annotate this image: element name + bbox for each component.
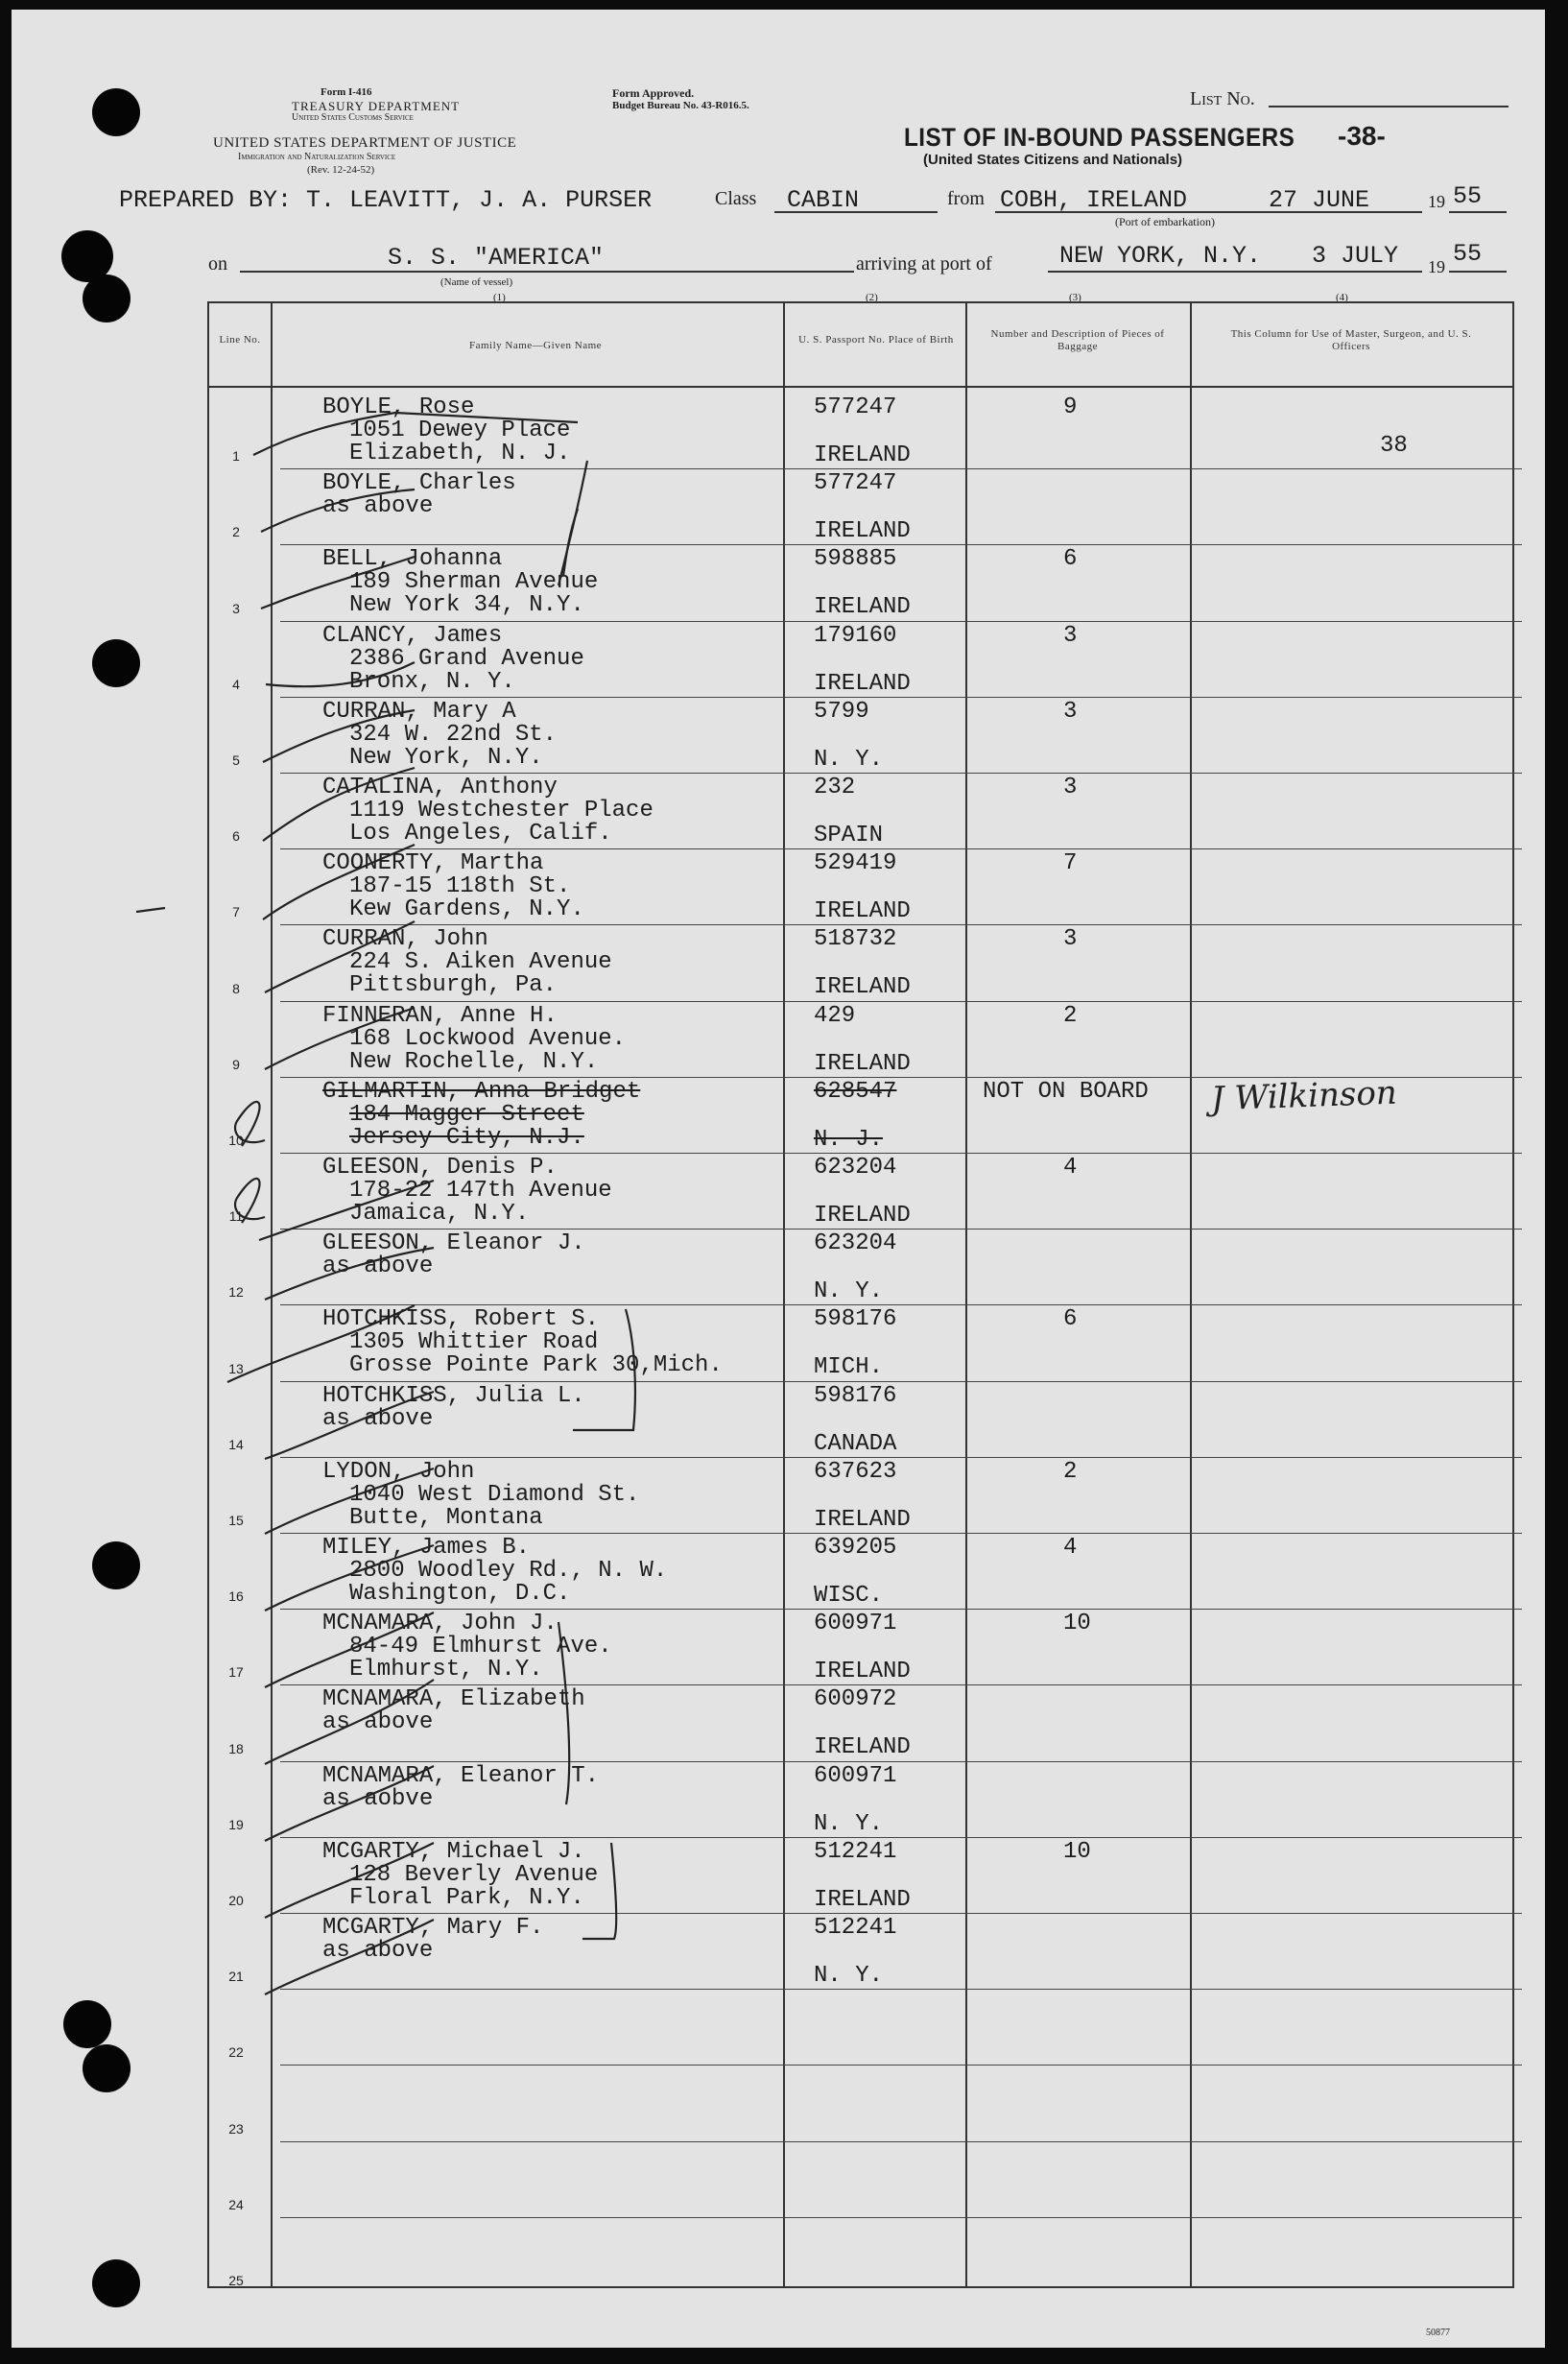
baggage-count: 2 bbox=[1063, 1458, 1078, 1485]
passenger-name: CURRAN, Mary A bbox=[322, 698, 516, 725]
passport-number: 600971 bbox=[814, 1611, 897, 1637]
baggage-count: 3 bbox=[1063, 698, 1078, 725]
line-number: 2 bbox=[232, 524, 240, 540]
passport-number: 598176 bbox=[814, 1306, 897, 1333]
passport-number: 518732 bbox=[814, 926, 897, 953]
line-number: 16 bbox=[228, 1588, 244, 1605]
passport-number: 600972 bbox=[814, 1686, 897, 1713]
passenger-name: CURRAN, John bbox=[322, 926, 488, 953]
table-row bbox=[219, 698, 1522, 774]
place-of-birth: IRELAND bbox=[814, 1506, 911, 1533]
passport-number: 600971 bbox=[814, 1762, 897, 1789]
baggage-count: 10 bbox=[1063, 1838, 1091, 1865]
passport-number: 429 bbox=[814, 1002, 856, 1029]
place-of-birth: IRELAND bbox=[814, 974, 911, 1001]
punch-hole bbox=[92, 639, 140, 687]
passport-number: 232 bbox=[814, 775, 856, 800]
passenger-city: New York 34, N.Y. bbox=[349, 592, 584, 619]
passenger-address: as above bbox=[322, 1709, 434, 1736]
baggage-count: 4 bbox=[1063, 1155, 1078, 1181]
passenger-address: as above bbox=[322, 493, 434, 520]
line-number: 23 bbox=[228, 2120, 244, 2137]
line-number: 5 bbox=[232, 752, 240, 768]
baggage-count: 7 bbox=[1063, 850, 1078, 877]
place-of-birth: CANADA bbox=[814, 1430, 897, 1457]
footer-code: 50877 bbox=[1426, 2328, 1450, 2338]
punch-hole bbox=[83, 275, 131, 322]
line-number: 12 bbox=[228, 1284, 244, 1301]
passport-number: 598176 bbox=[814, 1382, 897, 1409]
passport-number: 512241 bbox=[814, 1915, 897, 1941]
line-number: 17 bbox=[228, 1664, 244, 1681]
passenger-city: Floral Park, N.Y. bbox=[349, 1884, 584, 1911]
passenger-address: as above bbox=[322, 1938, 434, 1964]
place-of-birth: N. Y. bbox=[814, 1963, 884, 1989]
from-label: from bbox=[947, 188, 985, 209]
year-prefix-1: 19 bbox=[1428, 192, 1445, 211]
passenger-city: Elizabeth, N. J. bbox=[349, 441, 571, 466]
passenger-address: 189 Sherman Avenue bbox=[349, 569, 599, 596]
line-number: 10 bbox=[228, 1132, 244, 1148]
place-of-birth: IRELAND bbox=[814, 518, 911, 545]
col4-number: (4) bbox=[1336, 292, 1348, 303]
table-row bbox=[219, 1685, 1522, 1761]
table-row bbox=[219, 394, 1522, 469]
passenger-city: Elmhurst, N.Y. bbox=[349, 1657, 543, 1683]
table-row bbox=[219, 2218, 1522, 2294]
baggage-count: 3 bbox=[1063, 775, 1078, 800]
passport-number: 639205 bbox=[814, 1535, 897, 1561]
baggage-count: 9 bbox=[1063, 394, 1078, 420]
passenger-city: Los Angeles, Calif. bbox=[349, 821, 612, 847]
passenger-name: COONERTY, Martha bbox=[322, 850, 544, 877]
justice-dept: UNITED STATES DEPARTMENT OF JUSTICE bbox=[213, 135, 517, 151]
passenger-city: New York, N.Y. bbox=[349, 744, 543, 771]
class-value: CABIN bbox=[787, 186, 860, 214]
passenger-address: 2386 Grand Avenue bbox=[349, 645, 584, 672]
place-of-birth: N. Y. bbox=[814, 746, 884, 773]
passport-number: 529419 bbox=[814, 850, 897, 877]
table-row bbox=[219, 1458, 1522, 1534]
baggage-count: 6 bbox=[1063, 1306, 1078, 1333]
arriving-label: arriving at port of bbox=[856, 253, 992, 275]
passenger-name: HOTCHKISS, Robert S. bbox=[322, 1306, 600, 1333]
ins-service: Immigration and Naturalization Service bbox=[238, 152, 396, 162]
line-number: 18 bbox=[228, 1740, 244, 1756]
passenger-city: Bronx, N. Y. bbox=[349, 668, 515, 695]
arrival-line bbox=[1048, 271, 1422, 273]
arrival-port: NEW YORK, N.Y. bbox=[1059, 242, 1262, 270]
passport-number: 628547 bbox=[814, 1078, 897, 1105]
from-line bbox=[995, 211, 1422, 213]
line-number: 14 bbox=[228, 1436, 244, 1452]
passport-number: 623204 bbox=[814, 1155, 897, 1181]
from-date: 27 JUNE bbox=[1269, 186, 1370, 214]
punch-hole bbox=[92, 88, 140, 136]
line-number: 22 bbox=[228, 2044, 244, 2061]
line-number: 7 bbox=[232, 904, 240, 920]
place-of-birth: IRELAND bbox=[814, 1659, 911, 1685]
place-of-birth: IRELAND bbox=[814, 898, 911, 925]
baggage-count: 6 bbox=[1063, 546, 1078, 573]
line-number: 8 bbox=[232, 980, 240, 996]
class-label: Class bbox=[715, 188, 757, 209]
header-line-no: Line No. bbox=[219, 334, 261, 346]
col2-number: (2) bbox=[866, 292, 878, 303]
customs-service: United States Customs Service bbox=[292, 112, 414, 123]
on-label: on bbox=[208, 253, 227, 275]
table-row bbox=[219, 1914, 1522, 1990]
passenger-name: MCGARTY, Mary F. bbox=[322, 1915, 544, 1941]
vessel-caption: (Name of vessel) bbox=[440, 276, 513, 288]
header-baggage: Number and Description of Pieces of Baggage bbox=[990, 328, 1165, 352]
line-number: 20 bbox=[228, 1892, 244, 1908]
place-of-birth: IRELAND bbox=[814, 1734, 911, 1761]
line-number: 11 bbox=[228, 1208, 244, 1225]
baggage-count: 3 bbox=[1063, 622, 1078, 649]
arrival-date: 3 JULY bbox=[1312, 242, 1399, 270]
passenger-name: BELL, Johanna bbox=[322, 546, 503, 573]
table-row bbox=[219, 469, 1522, 545]
passenger-address: 84-49 Elmhurst Ave. bbox=[349, 1634, 612, 1660]
passenger-address: as above bbox=[322, 1254, 434, 1280]
passenger-address: 168 Lockwood Avenue. bbox=[349, 1025, 627, 1052]
passenger-name: MCNAMARA, Elizabeth bbox=[322, 1686, 585, 1713]
table-row bbox=[219, 1230, 1522, 1305]
line-number: 3 bbox=[232, 600, 240, 616]
table-row bbox=[219, 925, 1522, 1001]
line-number: 1 bbox=[232, 448, 240, 465]
passenger-address: 1040 West Diamond St. bbox=[349, 1481, 640, 1508]
table-row bbox=[219, 2066, 1522, 2141]
table-row bbox=[219, 622, 1522, 698]
line-number: 15 bbox=[228, 1512, 244, 1528]
line-number: 9 bbox=[232, 1056, 240, 1072]
place-of-birth: WISC. bbox=[814, 1583, 884, 1609]
passenger-city: Pittsburgh, Pa. bbox=[349, 972, 558, 999]
passenger-address: 128 Beverly Avenue bbox=[349, 1861, 599, 1888]
officer-note: 38 bbox=[1380, 433, 1408, 459]
place-of-birth: IRELAND bbox=[814, 1203, 911, 1229]
passenger-name: MCNAMARA, Eleanor T. bbox=[322, 1762, 600, 1789]
line-number: 4 bbox=[232, 676, 240, 692]
form-title: LIST OF IN-BOUND PASSENGERS bbox=[904, 123, 1295, 152]
passenger-name: LYDON, John bbox=[322, 1458, 475, 1485]
table-row bbox=[219, 1762, 1522, 1838]
form-sheet bbox=[12, 10, 1545, 2348]
place-of-birth: SPAIN bbox=[814, 823, 884, 848]
table-row bbox=[219, 774, 1522, 849]
passport-number: 5799 bbox=[814, 698, 869, 725]
passenger-name: GILMARTIN, Anna Bridget bbox=[322, 1078, 641, 1105]
table-row bbox=[219, 1610, 1522, 1685]
baggage-count: 10 bbox=[1063, 1611, 1091, 1637]
line-number: 25 bbox=[228, 2272, 244, 2288]
passport-number: 577247 bbox=[814, 470, 897, 497]
col3-number: (3) bbox=[1069, 292, 1081, 303]
passenger-address: 2800 Woodley Rd., N. W. bbox=[349, 1558, 668, 1584]
year2-line bbox=[1449, 271, 1507, 273]
passport-number: 637623 bbox=[814, 1458, 897, 1485]
line-number: 6 bbox=[232, 828, 240, 845]
passenger-name: BOYLE, Charles bbox=[322, 470, 516, 497]
form-approved: Form Approved. bbox=[612, 86, 695, 100]
form-subtitle: (United States Citizens and Nationals) bbox=[923, 152, 1183, 168]
passenger-city: Washington, D.C. bbox=[349, 1581, 571, 1607]
baggage-count: 2 bbox=[1063, 1002, 1078, 1029]
line-number: 19 bbox=[228, 1816, 244, 1832]
baggage-count: 3 bbox=[1063, 926, 1078, 953]
table-row bbox=[219, 1838, 1522, 1914]
list-number: -38- bbox=[1338, 121, 1386, 151]
passenger-city: Jamaica, N.Y. bbox=[349, 1201, 530, 1227]
passenger-name: GLEESON, Denis P. bbox=[322, 1155, 558, 1181]
year-prefix-2: 19 bbox=[1428, 257, 1445, 276]
header-divider bbox=[209, 386, 1512, 388]
year1-line bbox=[1449, 211, 1507, 213]
passport-number: 179160 bbox=[814, 622, 897, 649]
baggage-count: 4 bbox=[1063, 1535, 1078, 1561]
col1-number: (1) bbox=[493, 292, 506, 303]
place-of-birth: N. J. bbox=[814, 1126, 884, 1153]
punch-hole bbox=[83, 2044, 131, 2092]
line-number: 21 bbox=[228, 1969, 244, 1985]
table-row bbox=[219, 1305, 1522, 1381]
place-of-birth: N. Y. bbox=[814, 1278, 884, 1305]
passenger-name: CLANCY, James bbox=[322, 622, 503, 649]
header-passport: U. S. Passport No. Place of Birth bbox=[798, 334, 954, 346]
passenger-name: HOTCHKISS, Julia L. bbox=[322, 1382, 585, 1409]
passenger-address: as above bbox=[322, 1405, 434, 1432]
form-number: Form I-416 bbox=[321, 86, 372, 98]
list-no-label: List No. bbox=[1190, 88, 1255, 109]
budget-bureau: Budget Bureau No. 43-R016.5. bbox=[612, 100, 749, 111]
passenger-address: as aobve bbox=[322, 1785, 434, 1812]
passenger-address: 324 W. 22nd St. bbox=[349, 721, 558, 748]
list-no-line bbox=[1269, 106, 1509, 107]
prepared-by: PREPARED BY: T. LEAVITT, J. A. PURSER bbox=[119, 186, 653, 214]
passenger-address: 1119 Westchester Place bbox=[349, 798, 653, 824]
place-of-birth: N. Y. bbox=[814, 1810, 884, 1837]
class-line bbox=[774, 211, 938, 213]
place-of-birth: IRELAND bbox=[814, 670, 911, 697]
place-of-birth: IRELAND bbox=[814, 1886, 911, 1913]
header-officers: This Column for Use of Master, Surgeon, and U. S. Officers bbox=[1230, 328, 1472, 352]
passenger-city: New Rochelle, N.Y. bbox=[349, 1048, 599, 1075]
header-name: Family Name—Given Name bbox=[468, 340, 603, 351]
place-of-birth: IRELAND bbox=[814, 1050, 911, 1077]
passenger-name: MCNAMARA, John J. bbox=[322, 1611, 558, 1637]
table-row bbox=[219, 1002, 1522, 1078]
punch-hole bbox=[63, 2000, 111, 2048]
place-of-birth: MICH. bbox=[814, 1354, 884, 1381]
form-revision: (Rev. 12-24-52) bbox=[307, 164, 375, 176]
treasury-dept: TREASURY DEPARTMENT bbox=[292, 99, 461, 113]
port-embark-label: (Port of embarkation) bbox=[1115, 215, 1215, 228]
passenger-city: Jersey City, N.J. bbox=[349, 1124, 584, 1151]
passenger-city: Kew Gardens, N.Y. bbox=[349, 896, 584, 923]
table-row bbox=[219, 545, 1522, 621]
vessel-line bbox=[240, 271, 854, 273]
passenger-address: 178-22 147th Avenue bbox=[349, 1178, 612, 1204]
from-port: COBH, IRELAND bbox=[1000, 186, 1188, 214]
table-row bbox=[219, 849, 1522, 925]
passenger-name: FINNERAN, Anne H. bbox=[322, 1002, 558, 1029]
table-row bbox=[219, 1154, 1522, 1230]
passenger-address: 1051 Dewey Place bbox=[349, 418, 571, 443]
vessel-name: S. S. "AMERICA" bbox=[388, 244, 605, 272]
passenger-name: BOYLE, Rose bbox=[322, 394, 475, 420]
passenger-city: Butte, Montana bbox=[349, 1504, 543, 1531]
table-row bbox=[219, 2142, 1522, 2218]
punch-hole bbox=[92, 1541, 140, 1589]
passport-number: 577247 bbox=[814, 394, 897, 420]
line-number: 24 bbox=[228, 2196, 244, 2212]
table-row bbox=[219, 1990, 1522, 2066]
table-row bbox=[219, 1534, 1522, 1610]
passport-number: 598885 bbox=[814, 546, 897, 573]
passport-number: 623204 bbox=[814, 1230, 897, 1257]
passenger-name: GLEESON, Eleanor J. bbox=[322, 1230, 585, 1257]
line-number: 13 bbox=[228, 1360, 244, 1376]
passenger-city: Grosse Pointe Park 30,Mich. bbox=[349, 1352, 723, 1379]
passenger-name: CATALINA, Anthony bbox=[322, 775, 558, 800]
passenger-address: 224 S. Aiken Avenue bbox=[349, 949, 612, 976]
place-of-birth: IRELAND bbox=[814, 594, 911, 621]
passenger-address: 187-15 118th St. bbox=[349, 873, 571, 900]
year-2: 55 bbox=[1453, 240, 1483, 268]
baggage-count: NOT ON BOARD bbox=[983, 1078, 1149, 1105]
passenger-name: MILEY, James B. bbox=[322, 1535, 531, 1561]
year-1: 55 bbox=[1453, 182, 1483, 210]
passenger-name: MCGARTY, Michael J. bbox=[322, 1838, 585, 1865]
place-of-birth: IRELAND bbox=[814, 442, 911, 468]
passenger-address: 1305 Whittier Road bbox=[349, 1329, 599, 1356]
passport-number: 512241 bbox=[814, 1838, 897, 1865]
passenger-address: 184 Magger Street bbox=[349, 1101, 584, 1128]
table-row bbox=[219, 1382, 1522, 1458]
punch-hole bbox=[92, 2259, 140, 2307]
officer-signature: J Wilkinson bbox=[1210, 1073, 1398, 1119]
